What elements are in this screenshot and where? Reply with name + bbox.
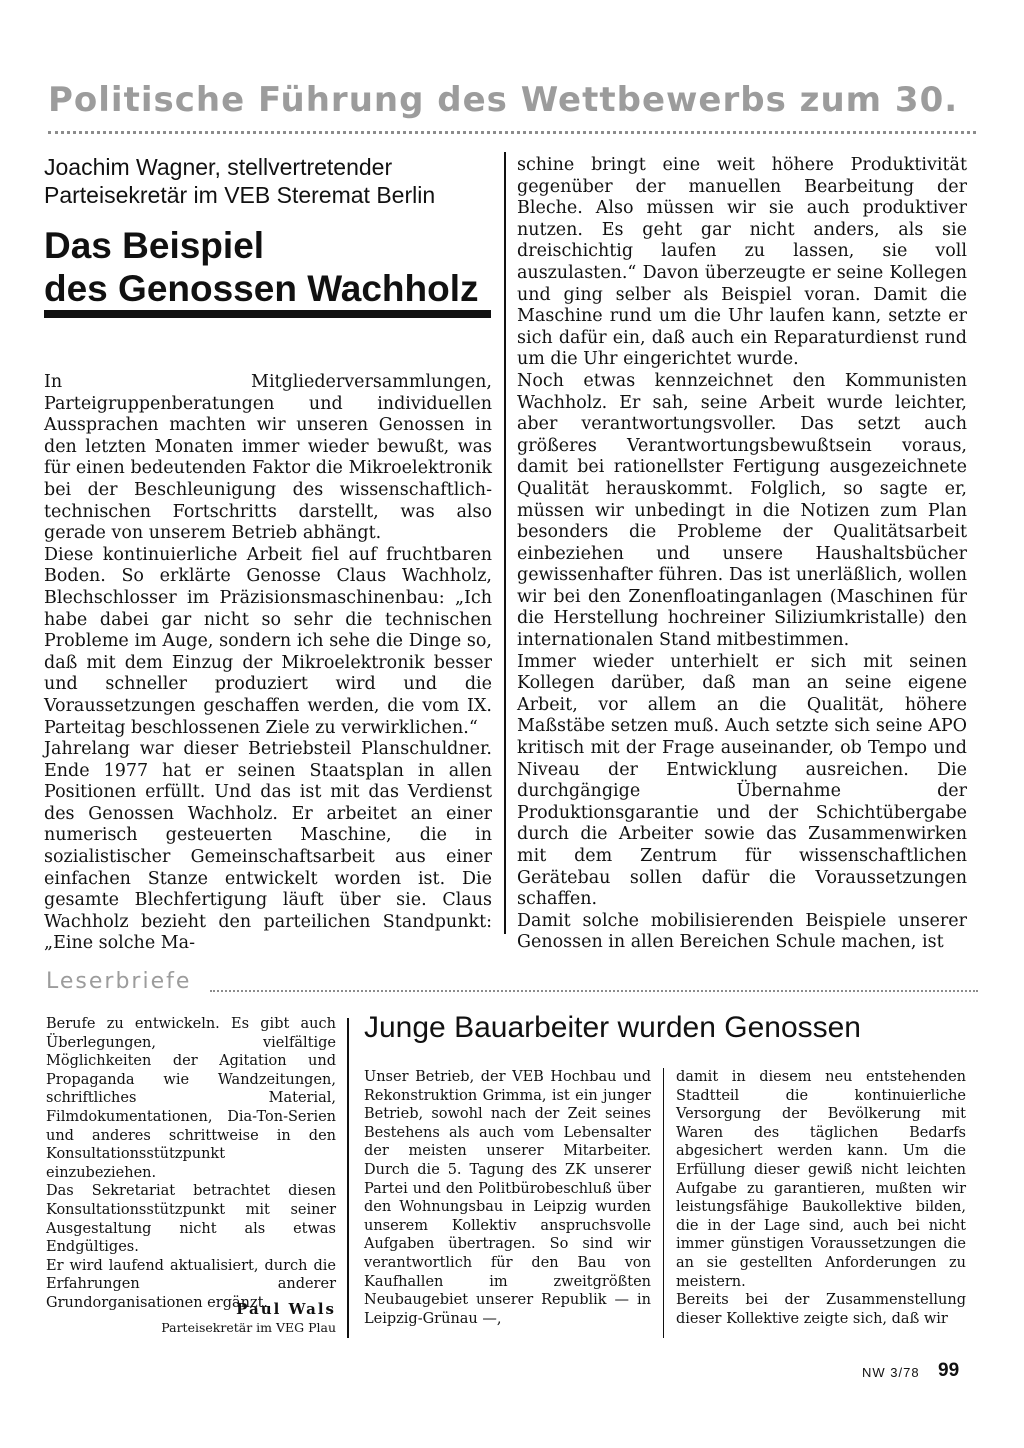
letters-column-divider	[347, 1018, 349, 1338]
article2-headline: Junge Bauarbeiter wurden Genossen	[364, 1011, 861, 1044]
article1-headline	[44, 224, 499, 310]
section-title-politische-fuehrung: Politische Führung des Wettbewerbs zum 30.	[48, 80, 959, 120]
author-line-2: Parteisekretär im VEB Steremat Berlin	[44, 182, 436, 208]
article2-column-divider	[663, 1068, 664, 1338]
paragraph: Er wird laufend aktualisiert, durch die Erfahrungen anderer Grundorganisationen ergänzt.	[46, 1257, 336, 1311]
article2-column-1	[364, 1068, 651, 1338]
author-line-1: Joachim Wagner, stellvertretender	[44, 154, 393, 180]
article2-column-2	[676, 1068, 966, 1338]
section-divider-top	[48, 131, 976, 134]
article1-left-column	[44, 372, 492, 954]
column-divider	[504, 152, 506, 934]
headline-line-2: des Genossen Wachholz	[44, 268, 479, 309]
signature-name: Paul Wals	[236, 1300, 336, 1318]
paragraph: Berufe zu entwickeln. Es gibt auch Überlegungen, vielfältige Möglichkeiten der Agitation und Propaganda wie Wandzeitungen, schriftliches Material, Filmdokumentationen, Dia-Ton-Serien und anderes schrittweise in den Konsultationsstützpunkt einzubeziehen.	[46, 1016, 336, 1181]
paragraph: Jahrelang war dieser Betriebsteil Planschuldner. Ende 1977 hat er seinen Staatsplan in allen Positionen erfüllt. Und das ist mit das Verdienst des Genossen Wachholz. Er arbeitet an einer numerisch gesteuerten Maschine, die in sozialistischer Gemeinschaftsarbeit aus einer einfachen Stanze entwickelt worden ist. Die gesamte Blechfertigung läuft über sie. Claus Wachholz bezieht den parteilichen Standpunkt: „Eine solche Ma-	[44, 739, 492, 954]
paragraph: In Mitgliederversammlungen, Parteigruppenberatungen und individuellen Aussprachen machten wir unseren Genossen in den letzten Monaten immer wieder bewußt, was für einen bedeutenden Faktor die Mikroelektronik bei der Beschleunigung des wissenschaftlich-technischen Fortschritts darstellt, was also gerade von unserem Betrieb abhängt.	[44, 372, 492, 544]
signature-role: Parteisekretär im VEG Plau	[161, 1320, 336, 1335]
paragraph: Immer wieder unterhielt er sich mit seinen Kollegen darüber, daß man an seine eigene Arbeit, vor allem an die Qualität, höhere Maßstäbe setzen muß. Auch setzte sich seine APO kritisch mit der Frage auseinander, ob Tempo und Niveau der Entwicklung ausreichen. Die durchgängige Übernahme der Produktionsgarantie und der Schichtübergabe durch die Arbeiter sowie das Zusammenwirken mit dem Zentrum für wissenschaftlichen Gerätebau sollen dafür die Voraussetzungen schaffen.	[517, 651, 967, 910]
issue-label: NW 3/78	[862, 1365, 920, 1380]
article1-right-column	[517, 155, 967, 953]
headline-underline	[44, 310, 491, 318]
page-number: 99	[938, 1360, 960, 1381]
section-title-leserbriefe: Leserbriefe	[46, 969, 192, 994]
section-divider-leserbriefe	[210, 990, 978, 992]
paragraph: damit in diesem neu entstehenden Stadtteil die kontinuierliche Versorgung der Bevölkerung mit Waren des täglichen Bedarfs abgesichert werden kann. Um die Erfüllung dieser gewiß nicht leichten Aufgabe zu garantieren, mußten wir leistungsfähige Baukollektive bilden, die in der Lage sind, auch bei nicht immer günstigen Voraussetzungen die an sie gestellten Anforderungen zu meistern.	[676, 1069, 966, 1290]
headline-line-1: Das Beispiel	[44, 225, 265, 266]
paragraph: Damit solche mobilisierenden Beispiele unserer Genossen in allen Bereichen Schule machen, ist	[517, 910, 967, 953]
article1-author	[44, 153, 499, 209]
paragraph: Noch etwas kennzeichnet den Kommunisten Wachholz. Er sah, seine Arbeit wurde leichter, aber verantwortungsvoller. Das setzt auch größeres Verantwortungsbewußtsein voraus, damit bei rationellster Fertigung ausgezeichnete Qualität herauskommt. Folglich, so sagte er, müssen wir unbedingt in die Notizen zum Plan besonders die Probleme der Qualitätsarbeit einbeziehen und unsere Haushaltsbücher gewissenhafter führen. Das ist unerläßlich, wollen wir bei den Zonenfloatinganlagen (Maschinen für die Herstellung hochreiner Siliziumkristalle) den internationalen Stand mitbestimmen.	[517, 370, 967, 651]
paragraph: schine bringt eine weit höhere Produktivität gegenüber der manuellen Bearbeitung der Bleche. Also müssen wir sie auch produktiver nutzen. Es geht gar nicht anders, als sie dreischichtig laufen zu lassen, sie voll auszulasten.“ Davon überzeugte er seine Kollegen und ging selber als Beispiel voran. Damit die Maschine rund um die Uhr laufen kann, setzte er sich dafür ein, daß auch ein Reparaturdienst rund um die Uhr eingerichtet wurde.	[517, 155, 967, 370]
paragraph: Das Sekretariat betrachtet diesen Konsultationsstützpunkt mit seiner Ausgestaltung nicht als etwas Endgültiges.	[46, 1183, 336, 1256]
paragraph: Bereits bei der Zusammenstellung dieser Kollektive zeigte sich, daß wir	[676, 1292, 966, 1327]
paragraph: Diese kontinuierliche Arbeit fiel auf fruchtbaren Boden. So erklärte Genosse Claus Wachholz, Blechschlosser im Präzisionsmaschinenbau: „Ich habe dabei gar nicht so sehr die technischen Probleme im Auge, sondern ich sehe die Dinge so, daß mit dem Einzug der Mikroelektronik besser und schneller produziert wird und die Voraussetzungen geschaffen werden, die vom IX. Parteitag beschlossenen Ziele zu verwirklichen.“	[44, 544, 492, 738]
paragraph: Unser Betrieb, der VEB Hochbau und Rekonstruktion Grimma, ist ein junger Betrieb, sowohl nach der Zeit seines Bestehens als auch vom Lebensalter der meisten unserer Mitarbeiter. Durch die 5. Tagung des ZK unserer Partei und den Politbürobeschluß über den Wohnungsbau in Leipzig wurden unserem Kollektiv anspruchsvolle Aufgaben übertragen. So sind wir verantwortlich für den Bau von Kaufhallen im zweitgrößten Neubaugebiet unserer Republik — in Leipzig-Grünau —,	[364, 1069, 651, 1327]
